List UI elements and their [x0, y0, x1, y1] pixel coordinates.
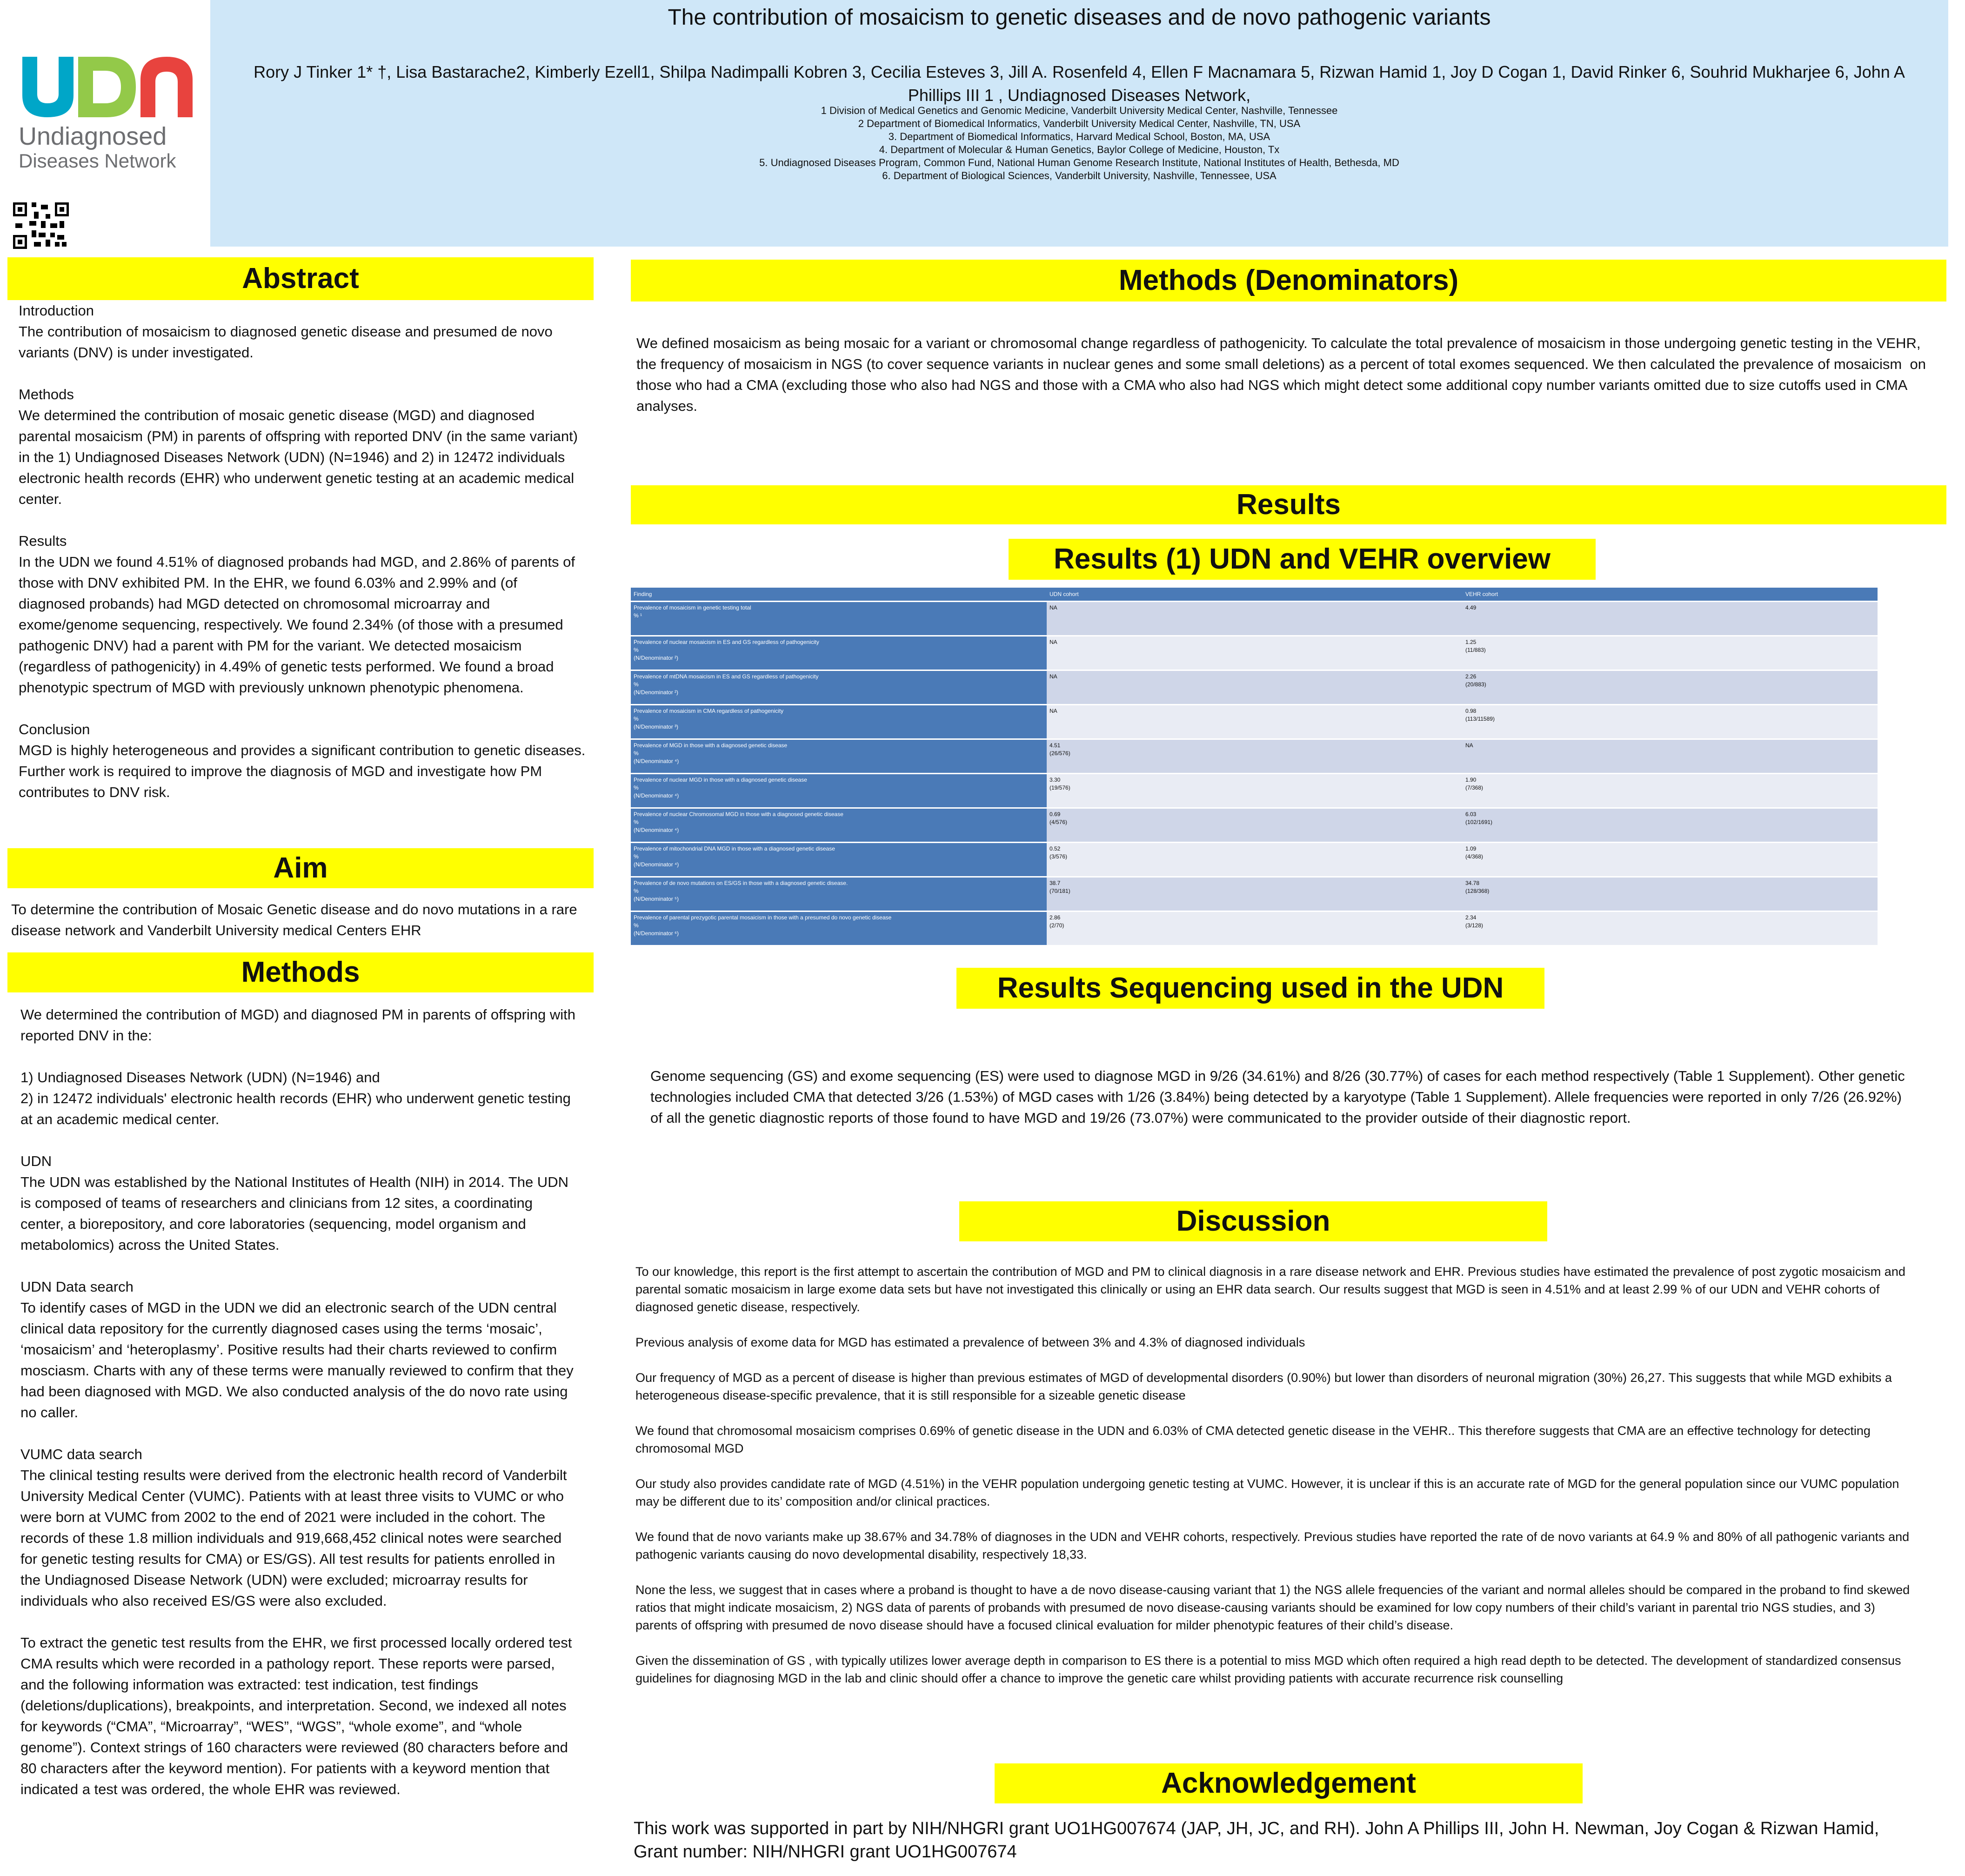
cell-text: 6.03 [1465, 811, 1477, 817]
aim-text: To determine the contribution of Mosaic Genetic disease and do novo mutations in a rare disease network and Vanderbilt University medical Centers EHR [11, 901, 581, 938]
affiliation: 6. Department of Biological Sciences, Vanderbilt University, Nashville, Tennessee, USA [882, 170, 1277, 181]
cell-text: (19/576) [1049, 784, 1070, 791]
table-row [631, 602, 1878, 636]
methods-paragraph: 1) Undiagnosed Diseases Network (UDN) (N=1946) and 2) in 12472 individuals' electronic health records (EHR) who underwent genetic testing at an academic medical center. [20, 1069, 571, 1127]
discussion-paragraph: Previous analysis of exome data for MGD has estimated a prevalence of between 3% and 4.3% of diagnosed individuals [635, 1335, 1305, 1349]
cell-text: 0.98 [1465, 708, 1477, 714]
cell-text: 1.09 [1465, 845, 1477, 852]
cell-text: (N/Denominator ⁴) [634, 792, 679, 799]
udn-cell [1047, 843, 1463, 877]
udn-logo-mark [19, 51, 200, 121]
table-row [631, 808, 1878, 843]
logo-text-line-1: Undiagnosed [19, 122, 167, 150]
udn-logo [19, 51, 200, 172]
cell-text: % [634, 681, 639, 688]
methods-denominators-heading: Methods (Denominators) [631, 260, 1946, 302]
vehr-cell [1463, 774, 1878, 808]
cell-text: (11/883) [1465, 647, 1486, 653]
cell-text: 0.52 [1049, 845, 1061, 852]
cell-text: (113/11589) [1465, 716, 1495, 722]
table-row [631, 739, 1878, 774]
cell-text: Prevalence of nuclear mosaicism in ES and GS regardless of pathogenicity [634, 639, 819, 645]
abstract-conclusion: Conclusion MGD is highly heterogeneous and provides a significant contribution to genetic diseases. Further work is required to improve the diagnosis of MGD and investigate how PM contributes to DNV risk. [19, 721, 586, 800]
vehr-cell [1463, 705, 1878, 739]
abstract-heading: Abstract [7, 257, 594, 300]
udn-cell [1047, 774, 1463, 808]
cell-text: 38.7 [1049, 880, 1061, 886]
cell-text: (4/576) [1049, 819, 1068, 825]
table-row [631, 877, 1878, 911]
table-row [631, 705, 1878, 739]
cell-text: % [634, 750, 639, 757]
cell-text: (3/576) [1049, 853, 1068, 860]
cell-text: Prevalence of mosaicism in CMA regardless of pathogenicity [634, 708, 784, 714]
cell-text: NA [1465, 742, 1473, 749]
cell-text: NA [1049, 673, 1057, 680]
affiliation: 4. Department of Molecular & Human Genetics, Baylor College of Medicine, Houston, Tx [879, 144, 1280, 155]
table-row [631, 911, 1878, 945]
cell-text: % [634, 784, 639, 791]
cell-text: 0.69 [1049, 811, 1061, 817]
udn-cell [1047, 808, 1463, 843]
affiliation: 2 Department of Biomedical Informatics, Vanderbilt University Medical Center, Nashville, TN, USA [858, 118, 1301, 129]
vehr-cell [1463, 877, 1878, 911]
cell-text: 3.30 [1049, 777, 1061, 783]
methods-denominators-text: We defined mosaicism as being mosaic for a variant or chromosomal change regardless of pathogenicity. To calculate the total prevalence of mosaicism in those undergoing genetic testing in the VEHR, the frequency of mosaicism in NGS (to cover sequence variants in nuclear genes and some small deletions) as a percent of total exomes sequenced. We then calculated the prevalence of mosaicism on those who had a CMA (excluding those who also had NGS and those with a CMA who also had NGS which might detect some additional copy number variants omitted due to size cutoffs used in CMA analyses. [636, 335, 1930, 414]
cell-text: 4.51 [1049, 742, 1061, 749]
aim-heading: Aim [7, 848, 594, 888]
results-heading: Results [631, 485, 1946, 524]
vehr-cell [1463, 670, 1878, 705]
cell-text: Prevalence of de novo mutations on ES/GS in those with a diagnosed genetic disease. [634, 880, 848, 886]
cell-text: % [634, 922, 639, 929]
cell-text: (N/Denominator ⁴) [634, 758, 679, 764]
acknowledgement-text: This work was supported in part by NIH/NHGRI grant UO1HG007674 (JAP, JH, JC, and RH). John A Phillips III, John H. Newman, Joy Cogan & Rizwan Hamid, Grant number: NIH/NHGRI grant UO1HG007674 [634, 1819, 1884, 1862]
cell-text: % [634, 819, 639, 825]
cell-text: 2.26 [1465, 673, 1477, 680]
cell-text: Prevalence of nuclear Chromosomal MGD in those with a diagnosed genetic disease [634, 811, 843, 817]
cell-text: (128/368) [1465, 888, 1490, 894]
affiliation: 1 Division of Medical Genetics and Genomic Medicine, Vanderbilt University Medical Center, Nashville, Tennessee [821, 105, 1338, 116]
methods-heading: Methods [7, 952, 594, 992]
finding-cell [631, 911, 1047, 945]
results-udn-vehr-heading: Results (1) UDN and VEHR overview [1009, 539, 1596, 580]
author-line-2: Phillips III 1 , Undiagnosed Diseases Network, [908, 86, 1251, 105]
cell-text: NA [1049, 639, 1057, 645]
table-row [631, 774, 1878, 808]
cell-text: (70/181) [1049, 888, 1070, 894]
discussion-paragraph: Our study also provides candidate rate of MGD (4.51%) in the VEHR population undergoing genetic testing at VUMC. However, it is unclear if this is an accurate rate of MGD for the general population since our VUMC population may be different due to its’ composition and/or clinical practices. [635, 1477, 1903, 1508]
affiliations [219, 104, 1940, 182]
cell-text: (7/368) [1465, 784, 1484, 791]
vehr-cell [1463, 911, 1878, 945]
finding-cell [631, 705, 1047, 739]
cell-text: (20/883) [1465, 681, 1486, 688]
logo-text-line-2: Diseases Network [19, 150, 176, 172]
cell-text: (N/Denominator ³) [634, 724, 679, 730]
cell-text: Prevalence of mosaicism in genetic testing total [634, 604, 751, 611]
cell-text: % [634, 888, 639, 894]
cell-text: (26/576) [1049, 750, 1070, 757]
discussion-paragraph: Our frequency of MGD as a percent of disease is higher than previous estimates of MGD of developmental disorders (0.90%) but lower than disorders of neuronal migration (30%) 26,27. This suggests that while MGD exhibits a heterogeneous disease-specific prevalence, that it is still responsible for a sizeable genetic disease [635, 1371, 1896, 1402]
cell-text: (2/70) [1049, 922, 1064, 929]
finding-cell [631, 843, 1047, 877]
finding-cell [631, 877, 1047, 911]
results-table-body [631, 602, 1878, 945]
cell-text: Prevalence of MGD in those with a diagnosed genetic disease [634, 742, 788, 749]
cell-text: (N/Denominator ⁴) [634, 861, 679, 868]
cell-text: % [634, 716, 639, 722]
finding-cell [631, 774, 1047, 808]
cell-text: (4/368) [1465, 853, 1484, 860]
table-row [631, 843, 1878, 877]
table-header-cell: Finding [631, 588, 1047, 602]
table-header-row [631, 588, 1878, 602]
cell-text: % [634, 853, 639, 860]
methods-paragraph: UDN The UDN was established by the National Institutes of Health (NIH) in 2014. The UDN is composed of teams of researchers and clinicians from 12 sites, a coordinating center, a biorepository, and core laboratories (sequencing, model organism and metabolomics) across the United States. [20, 1153, 568, 1253]
affiliation: 5. Undiagnosed Diseases Program, Common Fund, National Human Genome Research Institute, National Institutes of Health, Bethesda, MD [759, 157, 1399, 168]
cell-text: (N/Denominator ²) [634, 689, 679, 696]
cell-text: 4.49 [1465, 604, 1477, 611]
author-line-1: Rory J Tinker 1* †, Lisa Bastarache2, Kimberly Ezell1, Shilpa Nadimpalli Kobren 3, Cecilia Esteves 3, Jill A. Rosenfeld 4, Ellen F Macnamara 5, Rizwan Hamid 1, Joy D Cogan 1, David Rinker 6, Souhrid Mukharjee 6, John A [254, 62, 1905, 81]
vehr-cell [1463, 808, 1878, 843]
discussion-paragraph: We found that chromosomal mosaicism comprises 0.69% of genetic disease in the UDN and 6.03% of CMA detected genetic disease in the VEHR.. This therefore suggests that CMA are an effective technology for detecting chromosomal MGD [635, 1424, 1874, 1455]
cell-text: (N/Denominator ²) [634, 655, 679, 661]
cell-text: (N/Denominator ⁵) [634, 896, 679, 902]
cell-text: % ¹ [634, 612, 642, 619]
table-header-cell: UDN cohort [1047, 588, 1463, 602]
vehr-cell [1463, 602, 1878, 636]
cell-text: Prevalence of mitochondrial DNA MGD in those with a diagnosed genetic disease [634, 845, 835, 852]
finding-cell [631, 739, 1047, 774]
results-sequencing-heading: Results Sequencing used in the UDN [956, 968, 1544, 1009]
finding-cell [631, 636, 1047, 670]
vehr-cell [1463, 843, 1878, 877]
finding-cell [631, 670, 1047, 705]
cell-text: Prevalence of parental prezygotic parental mosaicism in those with a presumed do novo genetic disease [634, 914, 892, 921]
author-list [219, 60, 1940, 107]
finding-cell [631, 808, 1047, 843]
abstract-body [19, 300, 586, 803]
discussion-paragraph: We found that de novo variants make up 38.67% and 34.78% of diagnoses in the UDN and VEHR cohorts, respectively. Previous studies have reported the rate of de novo variants at 64.9 % and 80% of all pathogenic variants and pathogenic variants causing do novo developmental disability, respectively 18,33. [635, 1530, 1913, 1561]
cell-text: 2.34 [1465, 914, 1477, 921]
results-table [631, 588, 1878, 945]
cell-text: NA [1049, 708, 1057, 714]
cell-text: (N/Denominator ⁶) [634, 930, 679, 937]
methods-paragraph: We determined the contribution of MGD) and diagnosed PM in parents of offspring with reported DNV in the: [20, 1006, 580, 1044]
udn-cell [1047, 602, 1463, 636]
qr-code-icon [13, 202, 69, 249]
methods-body [20, 1004, 579, 1800]
methods-paragraph: UDN Data search To identify cases of MGD in the UDN we did an electronic search of the UDN central clinical data repository for the currently diagnosed cases using the terms ‘mosaic’, ‘mosaicism’ and ‘heteroplasmy’. Positive results had their charts reviewed to confirm mosciasm. Charts with any of these terms were manually reviewed to confirm that they had been diagnosed with MGD. We also conducted analysis of the do novo rate using no caller. [20, 1279, 574, 1420]
table-row [631, 670, 1878, 705]
cell-text: NA [1049, 604, 1057, 611]
discussion-paragraph: None the less, we suggest that in cases where a proband is thought to have a de novo disease-causing variant that 1) the NGS allele frequencies of the variant and normal alleles should be compared in the proband to find skewed ratios that might indicate mosaicism, 2) NGS data of parents of probands with presumed de novo disease-causing variants should be examined for low copy numbers of their child’s variant in parental trio NGS studies, and 3) parents of offspring with presumed de novo disease should have a focused clinical evaluation for milder phenotypic features of their child’s disease. [635, 1583, 1913, 1632]
discussion-paragraph: Given the dissemination of GS , with typically utilizes lower average depth in comparison to ES there is a potential to miss MGD which often required a high read depth to be detected. The development of standardized consensus guidelines for diagnosing MGD in the lab and clinic should offer a chance to improve the genetic care whilst providing patients with accurate recurrence risk counselling [635, 1654, 1905, 1685]
qr-code[interactable] [13, 202, 69, 249]
cell-text: % [634, 647, 639, 653]
cell-text: Prevalence of nuclear MGD in those with a diagnosed genetic disease [634, 777, 807, 783]
cell-text: 1.25 [1465, 639, 1477, 645]
cell-text: (N/Denominator ⁴) [634, 827, 679, 833]
table-header-cell: VEHR cohort [1463, 588, 1878, 602]
vehr-cell [1463, 636, 1878, 670]
udn-cell [1047, 705, 1463, 739]
cell-text: (3/128) [1465, 922, 1484, 929]
udn-cell [1047, 670, 1463, 705]
cell-text: Prevalence of mtDNA mosaicism in ES and GS regardless of pathogenicity [634, 673, 819, 680]
udn-cell [1047, 739, 1463, 774]
udn-cell [1047, 636, 1463, 670]
discussion-body [635, 1263, 1919, 1705]
affiliation: 3. Department of Biomedical Informatics, Harvard Medical School, Boston, MA, USA [888, 131, 1270, 142]
table-row [631, 636, 1878, 670]
poster-title: The contribution of mosaicism to genetic diseases and de novo pathogenic variants [668, 5, 1491, 30]
cell-text: 34.78 [1465, 880, 1480, 886]
acknowledgement-heading: Acknowledgement [995, 1763, 1583, 1803]
methods-paragraph: VUMC data search The clinical testing results were derived from the electronic health record of Vanderbilt University Medical Center (VUMC). Patients with at least three visits to VUMC or who were born at VUMC from 2002 to the end of 2021 were included in the cohort. The records of these 1.8 million individuals and 919,668,452 clinical notes were searched for genetic testing results for CMA) or ES/GS). All test results for patients enrolled in the Undiagnosed Disease Network (UDN) were excluded; microarray results for individuals who also received ES/GS were also excluded. [20, 1446, 567, 1609]
cell-text: (102/1691) [1465, 819, 1493, 825]
udn-cell [1047, 877, 1463, 911]
discussion-paragraph: To our knowledge, this report is the first attempt to ascertain the contribution of MGD and PM to clinical diagnosis in a rare disease network and EHR. Previous studies have estimated the prevalence of post zygotic mosaicism and parental somatic mosaicism in large exome data sets but have not investigated this clinically or using an EHR data search. Our results suggest that MGD is seen in 4.51% and at least 2.99 % of our UDN and VEHR cohorts of diagnosed genetic disease, respectively. [635, 1265, 1909, 1314]
methods-paragraph: To extract the genetic test results from the EHR, we first processed locally ordered test CMA results which were recorded in a pathology report. These reports were parsed, and the following information was extracted: test indication, test findings (deletions/duplications), breakpoints, and interpretation. Second, we indexed all notes for keywords (“CMA”, “Microarray”, “WES”, “WGS”, “whole exome”, and “whole genome”). Context strings of 160 characters were reviewed (80 characters before and 80 characters after the keyword mention). For patients with a keyword mention that indicated a test was ordered, the whole EHR was reviewed. [20, 1635, 576, 1797]
finding-cell [631, 602, 1047, 636]
cell-text: 2.86 [1049, 914, 1061, 921]
abstract-results: Results In the UDN we found 4.51% of diagnosed probands had MGD, and 2.86% of parents of those with DNV exhibited PM. In the EHR, we found 6.03% and 2.99% and (of diagnosed probands) had MGD detected on chromosomal microarray and exome/genome sequencing, respectively. We found 2.34% (of those with a presumed pathogenic DNV) had a parent with PM for the variant. We detected mosaicism (regardless of pathogenicity) in 4.49% of genetic tests performed. We found a broad phenotypic spectrum of MGD with previously unknown phenotypic phenomena. [19, 533, 575, 696]
cell-text: 1.90 [1465, 777, 1477, 783]
discussion-heading: Discussion [959, 1201, 1547, 1241]
abstract-introduction: Introduction The contribution of mosaicism to diagnosed genetic disease and presumed de novo variants (DNV) is under investigated. [19, 302, 553, 361]
results-sequencing-text: Genome sequencing (GS) and exome sequencing (ES) were used to diagnose MGD in 9/26 (34.61%) and 8/26 (30.77%) of cases for each method respectively (Table 1 Supplement). Other genetic technologies included CMA that detected 3/26 (1.53%) of MGD cases with 1/26 (3.84%) being detected by a karyotype (Table 1 Supplement). Allele frequencies were reported in only 7/26 (26.92%) of all the genetic diagnostic reports of those found to have MGD and 19/26 (73.07%) were communicated to the provider outside of their diagnostic report. [650, 1068, 1909, 1126]
abstract-methods: Methods We determined the contribution of mosaic genetic disease (MGD) and diagnosed parental mosaicism (PM) in parents of offspring with reported DNV (in the same variant) in the 1) Undiagnosed Diseases Network (UDN) (N=1946) and 2) in 12472 individuals electronic health records (EHR) who underwent genetic testing at an academic medical center. [19, 386, 578, 507]
vehr-cell [1463, 739, 1878, 774]
udn-cell [1047, 911, 1463, 945]
